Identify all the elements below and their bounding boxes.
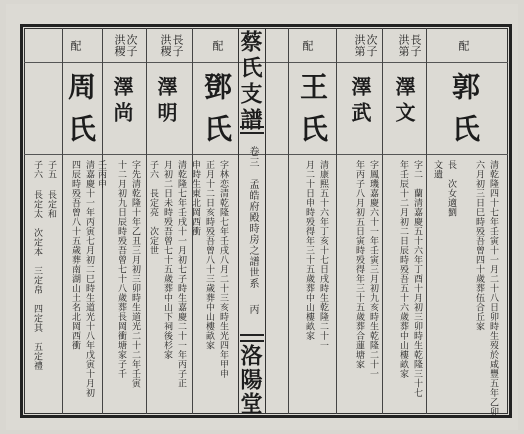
right-label-pei: 配 [457, 40, 470, 52]
right-text-4: 年壬辰十二月初二日辰時殁吾五十六歲葬中山樓畝家 [398, 160, 408, 379]
left-note-children-1b: 長定和 [46, 190, 56, 219]
fishtail-mark-bottom [240, 334, 264, 342]
left-label-col1b: 長子 [171, 34, 184, 57]
genealogy-page [6, 4, 518, 430]
column-rule [288, 28, 289, 414]
page-number: 丙 [247, 304, 258, 314]
left-text-4: 月初二日未時殁吾曾七十五歲葬中山下祠後杉家 [162, 160, 172, 360]
right-text-5: 字鳳璣嘉慶六十一年壬寅三月初九亥時生乾隆二十一 [368, 160, 378, 379]
left-text-3: 清乾隆七年壬戌十一月初七子時生嘉慶二十一年丙子正 [176, 160, 186, 388]
left-note-children-1: 子五 [46, 160, 56, 179]
right-text-1: 清乾隆四十七年壬寅十一月二十八日卯時生歿於咸豐五年乙卯 [488, 160, 498, 417]
book-title: 蔡氏支譜 [237, 30, 263, 134]
column-rule [382, 28, 383, 414]
column-rule [146, 28, 147, 414]
column-rule [426, 28, 427, 414]
fishtail-mark-top [240, 126, 264, 134]
left-text-8: 四辰時殁吾曾八十五歲葬南湖山土名北岡西衝 [70, 160, 80, 350]
right-label-col2: 洪第 [353, 34, 366, 57]
right-text-7: 清康熙五十六年丁亥十七日戌時生乾隆二十一 [318, 160, 328, 350]
name-zewu: 澤武 [348, 76, 372, 128]
left-label-col1: 洪稷 [159, 34, 172, 57]
hall-name: 洛陽堂 [237, 344, 263, 416]
left-label-col2: 洪稷 [113, 34, 126, 57]
left-note-wu: 壬丙申 [96, 160, 106, 189]
right-note-1: 長 次女適劉 [446, 160, 456, 217]
left-note-children-2b: 長定太 次定本 三定帛 四定其 五定禮 [32, 190, 42, 371]
left-text-1: 字林恋清乾隆七年壬戌八月二十三亥時生光四年甲申 [218, 160, 228, 379]
name-zewen: 澤文 [392, 76, 416, 128]
left-text-6: 十二月初九日辰時殁吾曾七十八歲葬長岡衝塘家子千 [116, 160, 126, 379]
name-zeshang: 澤尚 [110, 76, 134, 128]
left-label-col2b: 次子 [125, 34, 138, 57]
column-rule [336, 28, 337, 414]
right-note-2: 文遺 [432, 160, 442, 179]
left-note-bei: 申時生東北岡西衝 [190, 160, 200, 236]
name-zeming: 澤明 [154, 76, 178, 128]
left-text-7: 清嘉慶十一年丙寅七月初二巳時生道光十八年戊寅十月初 [84, 160, 94, 398]
name-zhou: 周氏 [64, 72, 97, 156]
right-label-col2b: 次子 [365, 34, 378, 57]
right-text-8: 月二十日申時殁得年三十五歲葬中山樓畝家 [304, 160, 314, 341]
right-text-6: 年丙子八月初五日寅時殁得年三十五歲葬合蓮塘家 [354, 160, 364, 369]
right-text-3: 字二 蘭清嘉慶五十六年丁酉十月初三卯時生乾隆三十七 [412, 160, 422, 398]
right-text-2: 六月初三日巳時殁吾曾四十歲葬伍合丘家 [474, 160, 484, 331]
name-deng: 鄧氏 [200, 72, 233, 156]
left-label-pei: 配 [211, 40, 224, 52]
column-rule [62, 28, 63, 414]
left-text-2: 正月十二日亥時殁吾曾八十三歲葬中山樓畝家 [204, 160, 214, 350]
top-label-divider [24, 62, 508, 63]
name-wang: 王氏 [296, 72, 329, 156]
left-label-pei-2: 配 [69, 40, 82, 52]
volume-caption: 卷三 孟皓府殿時房之譜世系 [247, 146, 258, 289]
left-note-children-2: 子六 [32, 160, 42, 179]
left-note-bei2: 子六 長定亮 次定世 [148, 160, 158, 255]
column-rule [102, 28, 103, 414]
left-text-5: 字先清乾隆十年乙丑三月初三卯時生道光二十二年壬寅 [130, 160, 140, 388]
right-label-col1: 洪第 [397, 34, 410, 57]
name-guo: 郭氏 [448, 72, 481, 156]
right-label-col1b: 長子 [409, 34, 422, 57]
right-label-pei-2: 配 [301, 40, 314, 52]
